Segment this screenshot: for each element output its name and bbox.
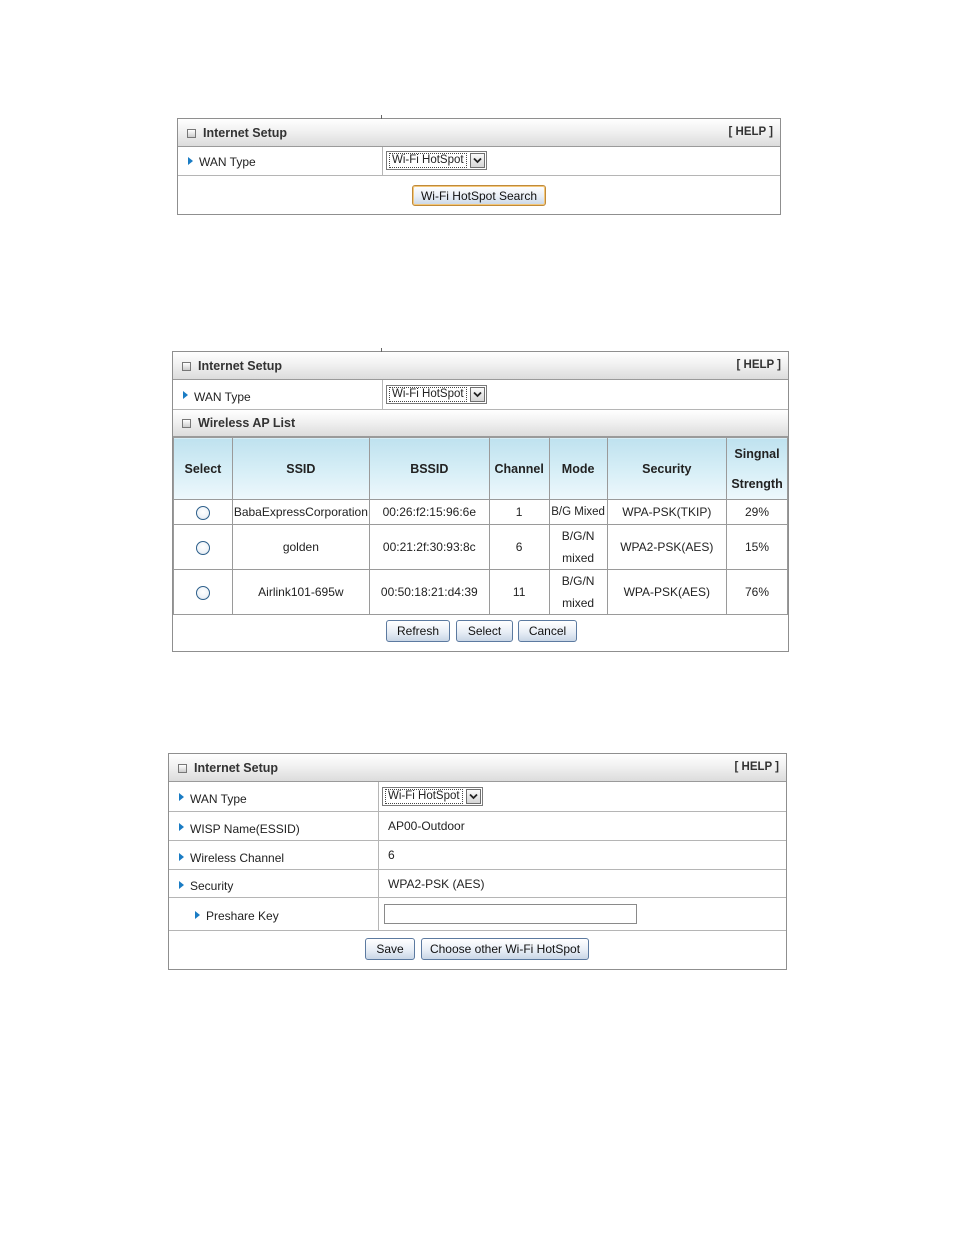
mode-cell: B/G/N mixed bbox=[549, 525, 607, 570]
wan-type-selected: Wi-Fi HotSpot bbox=[389, 387, 467, 402]
channel-cell: 6 bbox=[489, 525, 549, 570]
wan-type-row bbox=[173, 380, 788, 410]
wan-type-label-cell bbox=[169, 782, 379, 811]
security-label-cell bbox=[169, 870, 379, 897]
column-header-select: Select bbox=[174, 438, 233, 500]
arrow-right-icon bbox=[179, 853, 184, 861]
wireless-channel-value: 6 bbox=[388, 848, 395, 862]
internet-setup-panel-3 bbox=[168, 753, 787, 970]
wan-type-value-cell bbox=[379, 782, 786, 811]
panel-header bbox=[169, 754, 786, 782]
wisp-name-value-cell bbox=[379, 812, 786, 840]
wan-type-label-cell bbox=[178, 147, 383, 175]
wan-type-select[interactable] bbox=[386, 385, 487, 404]
column-header-channel: Channel bbox=[489, 438, 549, 500]
wan-type-selected: Wi-Fi HotSpot bbox=[389, 153, 467, 168]
mode-cell: B/G Mixed bbox=[549, 500, 607, 525]
wireless-channel-value-cell bbox=[379, 841, 786, 869]
wifi-hotspot-search-button[interactable]: Wi-Fi HotSpot Search bbox=[412, 185, 546, 206]
wireless-channel-row bbox=[169, 841, 786, 870]
preshare-key-label: Preshare Key bbox=[206, 909, 279, 923]
wisp-name-value: AP00-Outdoor bbox=[388, 819, 465, 833]
table-row[interactable] bbox=[174, 525, 788, 570]
table-row[interactable] bbox=[174, 500, 788, 525]
arrow-right-icon bbox=[179, 793, 184, 801]
security-label: Security bbox=[190, 879, 234, 893]
preshare-key-value-cell bbox=[379, 898, 786, 930]
preshare-key-row bbox=[169, 898, 786, 931]
chevron-down-icon[interactable] bbox=[470, 387, 485, 402]
panel-header bbox=[178, 119, 780, 147]
select-cell bbox=[174, 500, 233, 525]
wan-type-row bbox=[178, 147, 780, 176]
signal-cell: 29% bbox=[727, 500, 788, 525]
wireless-channel-label: Wireless Channel bbox=[190, 851, 285, 865]
internet-setup-panel-2 bbox=[172, 351, 789, 652]
divider bbox=[381, 348, 382, 352]
help-link[interactable]: [ HELP ] bbox=[734, 761, 779, 773]
security-cell: WPA2-PSK(AES) bbox=[607, 525, 726, 570]
wan-type-row bbox=[169, 782, 786, 812]
preshare-key-input[interactable] bbox=[384, 904, 637, 924]
wan-type-selected: Wi-Fi HotSpot bbox=[385, 789, 463, 804]
select-cell bbox=[174, 525, 233, 570]
wan-type-value-cell bbox=[383, 380, 788, 409]
panel-title: Internet Setup bbox=[198, 359, 283, 373]
arrow-right-icon bbox=[188, 157, 193, 165]
bssid-cell: 00:50:18:21:d4:39 bbox=[369, 570, 489, 615]
select-radio[interactable] bbox=[196, 586, 210, 600]
signal-cell: 15% bbox=[727, 525, 788, 570]
security-value: WPA2-PSK (AES) bbox=[388, 877, 485, 891]
wan-type-select[interactable] bbox=[382, 787, 483, 806]
arrow-right-icon bbox=[179, 881, 184, 889]
divider bbox=[381, 115, 382, 119]
wan-type-label: WAN Type bbox=[194, 390, 251, 404]
column-header-signal-strength: Singnal Strength bbox=[727, 438, 788, 500]
security-row bbox=[169, 870, 786, 898]
wan-type-label: WAN Type bbox=[190, 792, 247, 806]
ssid-cell: golden bbox=[232, 525, 369, 570]
ssid-cell: BabaExpressCorporation bbox=[232, 500, 369, 525]
save-button[interactable]: Save bbox=[365, 938, 415, 960]
ssid-cell: Airlink101-695w bbox=[232, 570, 369, 615]
column-header-bssid: BSSID bbox=[369, 438, 489, 500]
arrow-right-icon bbox=[179, 823, 184, 831]
bssid-cell: 00:21:2f:30:93:8c bbox=[369, 525, 489, 570]
help-link[interactable]: [ HELP ] bbox=[728, 126, 773, 138]
wan-type-select[interactable] bbox=[386, 151, 487, 170]
mode-cell: B/G/N mixed bbox=[549, 570, 607, 615]
collapse-square-icon bbox=[182, 362, 191, 371]
choose-other-hotspot-button[interactable]: Choose other Wi-Fi HotSpot bbox=[421, 938, 589, 960]
wan-type-value-cell bbox=[383, 147, 780, 175]
column-header-ssid: SSID bbox=[232, 438, 369, 500]
select-radio[interactable] bbox=[196, 541, 210, 555]
security-cell: WPA-PSK(AES) bbox=[607, 570, 726, 615]
wireless-channel-label-cell bbox=[169, 841, 379, 869]
ap-list-title: Wireless AP List bbox=[198, 416, 296, 430]
wireless-ap-list-header bbox=[173, 410, 788, 437]
cancel-button[interactable]: Cancel bbox=[518, 620, 577, 642]
column-header-security: Security bbox=[607, 438, 726, 500]
table-row[interactable] bbox=[174, 570, 788, 615]
column-header-mode: Mode bbox=[549, 438, 607, 500]
collapse-square-icon bbox=[187, 129, 196, 138]
wisp-name-label-cell bbox=[169, 812, 379, 840]
table-header-row bbox=[174, 438, 788, 500]
collapse-square-icon bbox=[178, 764, 187, 773]
panel-header bbox=[173, 352, 788, 380]
preshare-key-label-cell bbox=[169, 898, 379, 930]
wireless-ap-table bbox=[173, 437, 788, 615]
refresh-button[interactable]: Refresh bbox=[386, 620, 450, 642]
wan-type-label-cell bbox=[173, 380, 383, 409]
collapse-square-icon bbox=[182, 419, 191, 428]
internet-setup-panel-1 bbox=[177, 118, 781, 215]
panel-title: Internet Setup bbox=[203, 126, 288, 140]
wisp-name-label: WISP Name(ESSID) bbox=[190, 822, 300, 836]
panel-title: Internet Setup bbox=[194, 761, 279, 775]
select-button[interactable]: Select bbox=[456, 620, 513, 642]
chevron-down-icon[interactable] bbox=[470, 153, 485, 168]
arrow-right-icon bbox=[195, 911, 200, 919]
signal-cell: 76% bbox=[727, 570, 788, 615]
bssid-cell: 00:26:f2:15:96:6e bbox=[369, 500, 489, 525]
security-cell: WPA-PSK(TKIP) bbox=[607, 500, 726, 525]
arrow-right-icon bbox=[183, 391, 188, 399]
channel-cell: 11 bbox=[489, 570, 549, 615]
wan-type-label: WAN Type bbox=[199, 155, 256, 169]
wisp-name-row bbox=[169, 812, 786, 841]
help-link[interactable]: [ HELP ] bbox=[736, 359, 781, 371]
channel-cell: 1 bbox=[489, 500, 549, 525]
chevron-down-icon[interactable] bbox=[466, 789, 481, 804]
select-radio[interactable] bbox=[196, 506, 210, 520]
security-value-cell bbox=[379, 870, 786, 897]
select-cell bbox=[174, 570, 233, 615]
